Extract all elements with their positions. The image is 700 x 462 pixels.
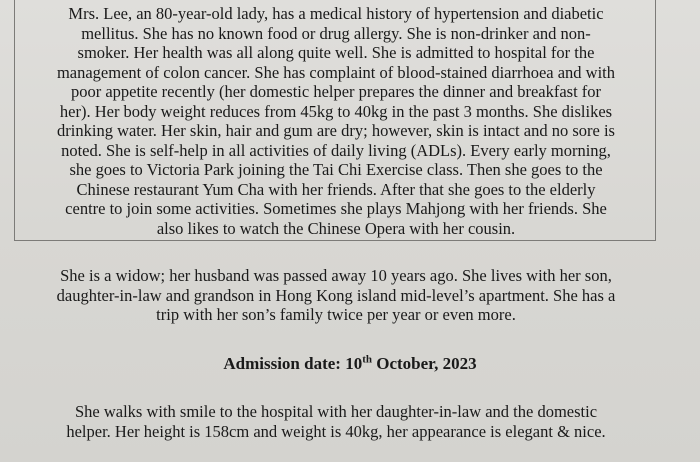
admission-date-ordinal: th xyxy=(362,353,372,366)
admission-date-heading xyxy=(0,354,700,374)
patient-history-paragraph: Mrs. Lee, an 80-year-old lady, has a medical history of hypertension and diabetic mellitus. She has no known food or drug allergy. She is non-drinker and non- smoker. Her health was all along quite well. She is admitted to hospital for the management of colon cancer. She has complaint of blood-stained diarrhoea and with poor appetite recently (her domestic helper prepares the dinner and breakfast for her). Her body weight reduces from 45kg to 40kg in the past 3 months. She dislikes drinking water. Her skin, hair and gum are dry; however, skin is intact and no sore is noted. She is self-help in all activities of daily living (ADLs). Every early morning, she goes to Victoria Park joining the Tai Chi Exercise class. Then she goes to the Chinese restaurant Yum Cha with her friends. After that she goes to the elderly centre to join some activities. Sometimes she plays Mahjong with her friends. She also likes to watch the Chinese Opera with her cousin. xyxy=(56,4,616,238)
admission-observation-paragraph: She walks with smile to the hospital with her daughter-in-law and the domestic helper. Her height is 158cm and weight is 40kg, her appearance is elegant & nice. xyxy=(66,402,606,441)
family-background-paragraph: She is a widow; her husband was passed away 10 years ago. She lives with her son, daughter-in-law and grandson in Hong Kong island mid-level’s apartment. She has a trip with her son’s family twice per year or even more. xyxy=(56,266,616,324)
admission-date-prefix: Admission date: 10 xyxy=(223,354,363,373)
admission-date-suffix: October, 2023 xyxy=(371,354,477,373)
